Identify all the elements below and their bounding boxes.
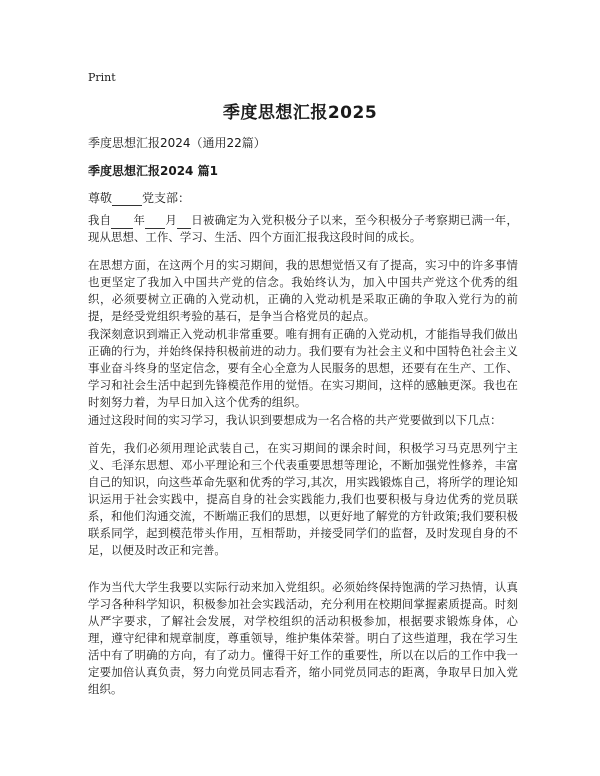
document-subtitle: 季度思想汇报2024（通用22篇）: [88, 136, 266, 150]
print-label: Print: [88, 71, 116, 84]
page-title: 季度思想汇报2025: [222, 103, 378, 123]
intro-part-4: 日被确定为入党积极分子以来，至今积极分子考察期已满一年，现从思想、工作、学习、生活、四个方面汇报我这段时间的成长。: [88, 213, 518, 244]
intro-part-1: 我自: [88, 213, 112, 227]
blank-line: [112, 192, 142, 206]
blank-day: [177, 215, 191, 229]
salutation-prefix: 尊敬: [88, 191, 113, 205]
blank-month: [145, 215, 165, 229]
salutation-suffix: 党支部：: [142, 191, 191, 205]
blank-year: [111, 215, 133, 229]
intro-part-2: 年: [133, 213, 146, 227]
paragraph-first: 首先，我们必须用理论武装自己，在实习期间的课余时间，积极学习马克思列宁主义、毛泽东思想、邓小平理论和三个代表重要思想等理论，不断加强党性修养，丰富自己的知识，向这些革命先驱和优秀的学习,其次，用实践锻炼自己，将所学的理论知识运用于社会实践中，提高自身的社会实践能力,我们也要积极与身边优秀的党员联系，和他们沟通交流，不断端正我们的思想，以更好地了解党的方针政策;我们要积极联系同学，起到模范带头作用，互相帮助，并接受同学们的监督，及时发现自身的不足，以便及时改正和完善。: [88, 441, 518, 557]
paragraph-transition: 通过这段时间的实习学习，我认识到要想成为一名合格的共产党要做到以下几点：: [88, 413, 502, 427]
paragraph-motivation: 我深刻意识到端正入党动机非常重要。唯有拥有正确的入党动机，才能指导我们做出正确的行为，并始终保持积极前进的动力。我们要有为社会主义和中国特色社会主义事业奋斗终身的坚定信念，要有全心全意为人民服务的思想，还要有在生产、工作、学习和社会生活中起到先锋模范作用的觉悟。在实习期间，这样的感触更深。我也在时刻努力着，为早日加入这个优秀的组织。: [88, 327, 518, 409]
intro-part-3: 月: [165, 213, 178, 227]
paragraph-thought: 在思想方面，在这两个月的实习期间，我的思想觉悟又有了提高，实习中的许多事情也更坚定了我加入中国共产党的信念。我始终认为，加入中国共产党这个优秀的组织，必须要树立正确的入党动机，正确的入党动机是采取正确的争取入党行为的前提，是经受党组织考验的基石，是争当合格党员的起点。: [88, 258, 518, 323]
section-heading: 季度思想汇报2024 篇1: [88, 164, 218, 178]
paragraph-intro: [88, 212, 518, 246]
salutation: [88, 189, 190, 206]
paragraph-action: 作为当代大学生我要以实际行动来加入党组织。必须始终保持饱满的学习热情，认真学习各种科学知识，积极参加社会实践活动，充分利用在校期间掌握素质提高。时刻从严字要求，了解社会发展，对学校组织的活动积极参加，根据要求锻炼身体，心理，遵守纪律和规章制度，尊重领导，维护集体荣誉。明白了这些道理，我在学习生活中有了明确的方向，有了动力。懂得干好工作的重要性，所以在以后的工作中我一定要加倍认真负责，努力向党员同志看齐，缩小同党员同志的距离，争取早日加入党组织。: [88, 580, 518, 696]
